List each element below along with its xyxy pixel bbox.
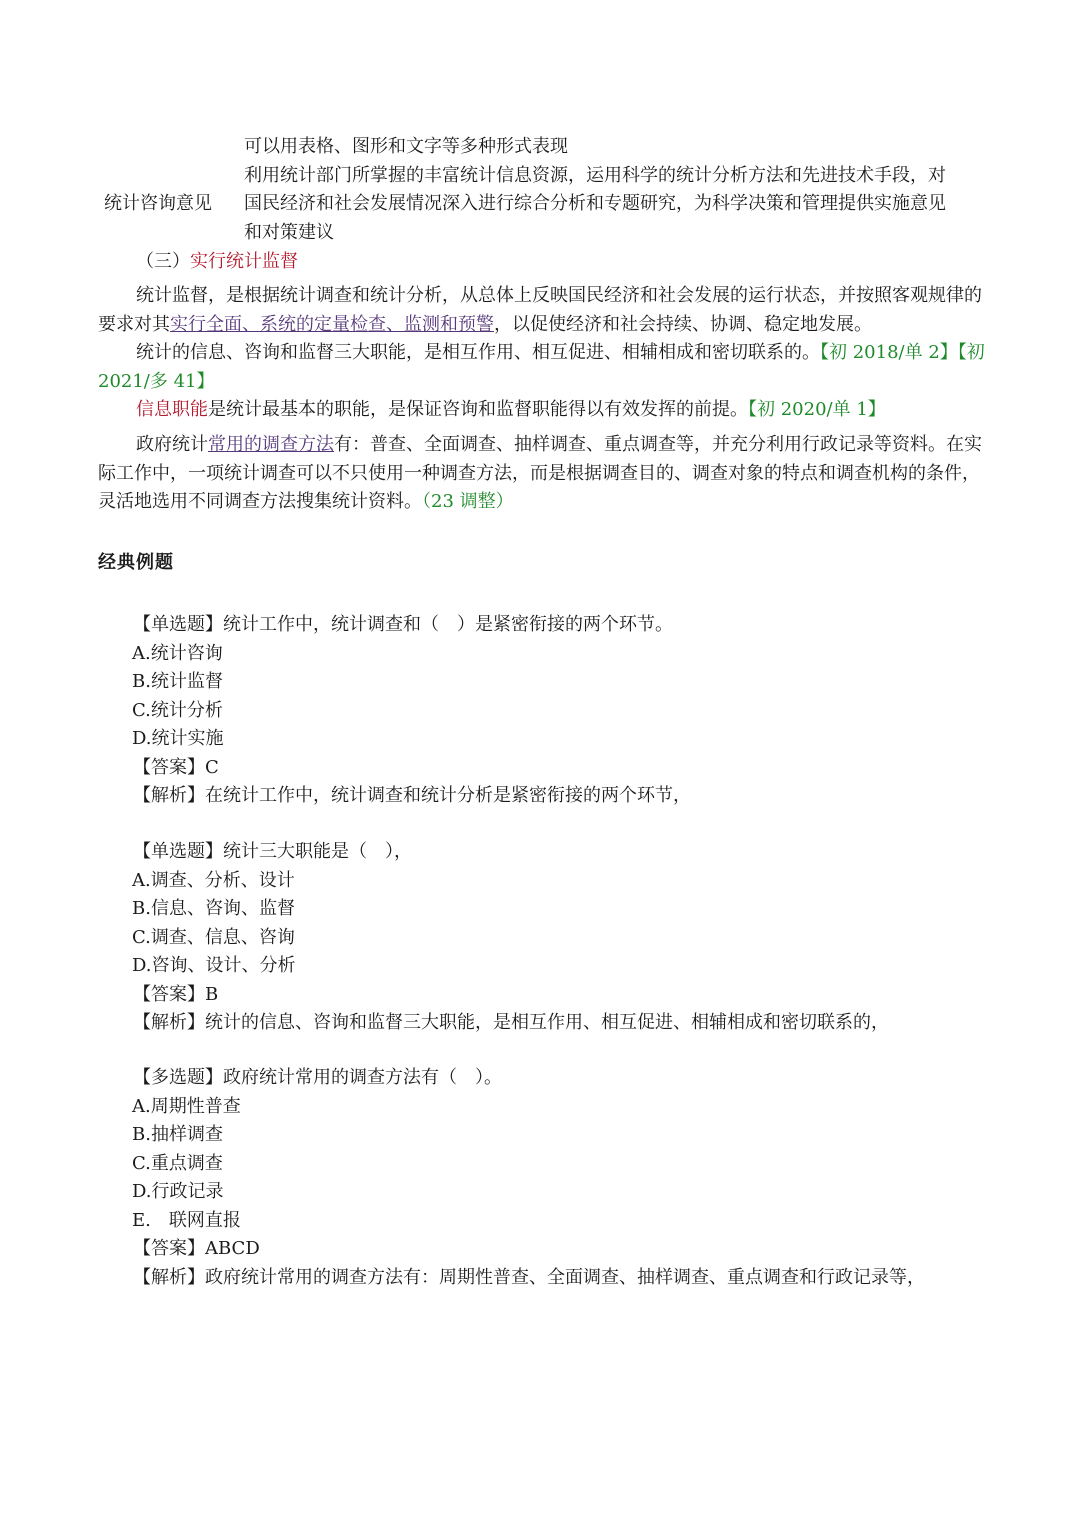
analysis: 【解析】政府统计常用的调查方法有：周期性普查、全面调查、抽样调查、重点调查和行政记录等，	[133, 1266, 925, 1288]
three-functions-paragraph	[98, 339, 990, 396]
examples-title: 经典例题	[98, 552, 174, 573]
option-a: A.调查、分析、设计	[132, 869, 295, 891]
question-stem: 【多选题】政府统计常用的调查方法有（ ）。	[133, 1067, 502, 1088]
answer: 【答案】C	[133, 756, 219, 778]
adjustment-note: （23 调整）	[422, 491, 514, 512]
option-d: D.行政记录	[132, 1181, 224, 1202]
exam-reference: 【初 2020/单 1】	[748, 399, 886, 420]
option-c: C.统计分析	[132, 699, 223, 721]
paragraph-text: 是统计最基本的职能，是保证咨询和监督职能得以有效发挥的前提。	[208, 399, 748, 420]
paragraph-text: 统计监督，是根据统计调查和统计分析，从总体上反映国民经济和社会发展的运行状态，并按照客观规律的要求对其	[98, 285, 982, 335]
option-b: B.抽样调查	[132, 1124, 223, 1145]
consult-description	[244, 133, 990, 247]
underlined-phrase: 常用的调查方法	[208, 434, 334, 455]
option-a: A.统计咨询	[132, 642, 223, 664]
option-b: B.信息、咨询、监督	[132, 898, 295, 919]
paragraph-text: 政府统计	[136, 434, 208, 455]
paragraph-text: 有：普查、全面调查、抽样调查、重点调查等，并充分利用行政记录等资料。在实际工作中，一项统计调查可以不只使用一种调查方法，而是根据调查目的、调查对象的特点和调查机构的条件，灵活地选用不同调查方法搜集统计资料。	[98, 434, 982, 512]
paragraph-text: 统计的信息、咨询和监督三大职能，是相互作用、相互促进、相辅相成和密切联系的。	[136, 342, 820, 363]
survey-methods-paragraph	[98, 431, 990, 517]
information-function-paragraph	[98, 396, 990, 425]
option-e: E. 联网直报	[132, 1209, 241, 1231]
exam-reference: 【初 2021/多 41】	[98, 342, 985, 392]
section-heading-prefix: （三）	[136, 251, 190, 272]
option-d: D.统计实施	[132, 728, 224, 749]
consult-label: 统计咨询意见	[104, 193, 212, 214]
option-c: C.重点调查	[132, 1152, 223, 1174]
exam-reference: 【初 2018/单 2】	[820, 342, 958, 363]
answer: 【答案】B	[133, 983, 219, 1005]
consult-line: 利用统计部门所掌握的丰富统计信息资源，运用科学的统计分析方法和先进技术手段，对	[244, 164, 946, 186]
analysis: 【解析】统计的信息、咨询和监督三大职能，是相互作用、相互促进、相辅相成和密切联系的，	[133, 1012, 889, 1033]
supervision-definition-paragraph	[98, 282, 990, 339]
consult-line: 和对策建议	[244, 221, 334, 243]
paragraph-text: ，以促使经济和社会持续、协调、稳定地发展。	[494, 313, 872, 335]
question-1	[133, 611, 993, 811]
option-a: A.周期性普查	[132, 1095, 241, 1117]
consult-line: 国民经济和社会发展情况深入进行综合分析和专题研究，为科学决策和管理提供实施意见	[244, 193, 946, 214]
question-stem: 【单选题】统计三大职能是（ ），	[133, 841, 412, 862]
option-b: B.统计监督	[132, 671, 223, 692]
option-c: C.调查、信息、咨询	[132, 926, 295, 948]
option-d: D.咨询、设计、分析	[132, 955, 296, 976]
question-3	[133, 1064, 993, 1292]
question-2	[133, 838, 993, 1038]
question-stem: 【单选题】统计工作中，统计调查和（ ）是紧密衔接的两个环节。	[133, 614, 673, 635]
answer: 【答案】ABCD	[133, 1238, 260, 1259]
highlighted-term: 信息职能	[136, 399, 208, 420]
section-heading	[136, 248, 1028, 277]
analysis: 【解析】在统计工作中，统计调查和统计分析是紧密衔接的两个环节，	[133, 785, 691, 806]
section-heading-title: 实行统计监督	[190, 251, 298, 272]
consult-line: 可以用表格、图形和文字等多种形式表现	[244, 136, 568, 157]
underlined-phrase: 实行全面、系统的定量检查、监测和预警	[170, 313, 494, 335]
